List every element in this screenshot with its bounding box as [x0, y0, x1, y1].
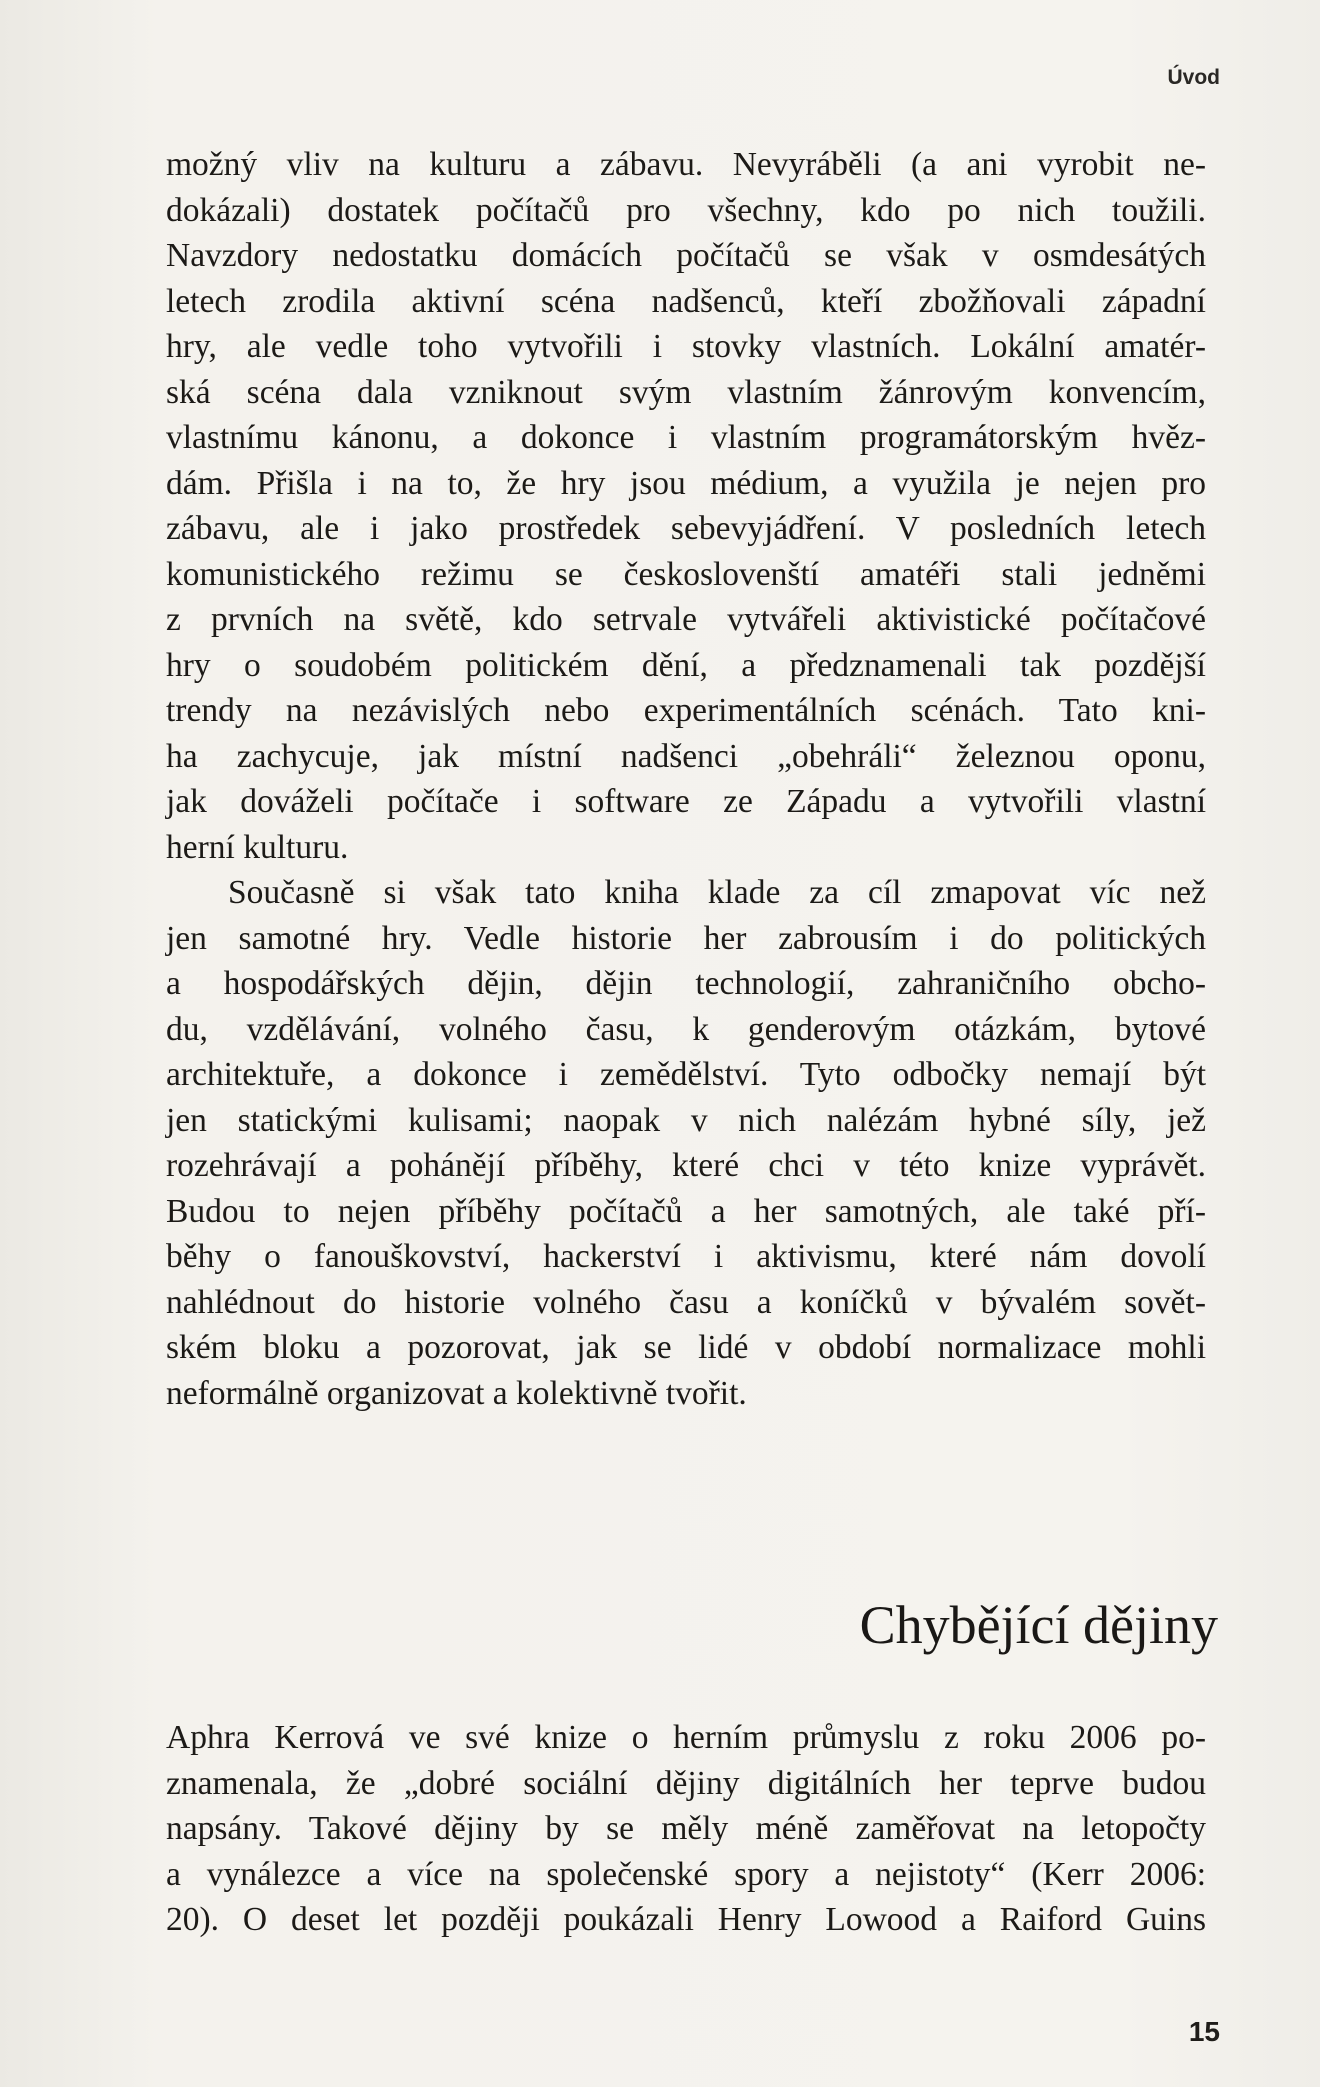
text-line: trendy na nezávislých nebo experimentálních scénách. Tato kni- [166, 692, 1206, 729]
text-line: neformálně organizovat a kolektivně tvořit. [166, 1374, 747, 1412]
text-line: možný vliv na kulturu a zábavu. Nevyráběli (a ani vyrobit ne- [166, 146, 1206, 183]
text-line: dám. Přišla i na to, že hry jsou médium, a využila je nejen pro [166, 464, 1206, 502]
text-line: 20). O deset let později poukázali Henry Lowood a Raiford Guins [166, 1901, 1206, 1938]
page-number: 15 [1188, 2016, 1220, 2047]
text-line: ském bloku a pozorovat, jak se lidé v období normalizace mohli [166, 1329, 1206, 1366]
text-line: běhy o fanouškovství, hackerství i aktivismu, které nám dovolí [166, 1238, 1206, 1275]
text-line: a vynálezce a více na společenské spory a nejistoty“ (Kerr 2006: [166, 1855, 1206, 1893]
paragraph-1 [166, 142, 1206, 870]
text-line: vlastnímu kánonu, a dokonce i vlastním programátorským hvěz- [166, 419, 1206, 456]
section-heading: Chybějící dějiny [859, 1595, 1218, 1655]
text-line: Navzdory nedostatku domácích počítačů se však v osmdesátých [166, 237, 1206, 274]
text-line: znamenala, že „dobré sociální dějiny digitálních her teprve budou [166, 1764, 1206, 1802]
text-line: zábavu, ale i jako prostředek sebevyjádření. V posledních letech [166, 510, 1206, 547]
text-line: jen samotné hry. Vedle historie her zabrousím i do politických [166, 919, 1206, 957]
text-line: Současně si však tato kniha klade za cíl zmapovat víc než [228, 874, 1206, 911]
text-line: nahlédnout do historie volného času a koníčků v bývalém sovět- [166, 1283, 1206, 1321]
section-paragraph [166, 1715, 1206, 1943]
text-line: ha zachycuje, jak místní nadšenci „obehráli“ železnou oponu, [166, 737, 1206, 775]
running-header: Úvod [1167, 66, 1220, 89]
section-text [166, 1715, 1206, 1943]
text-line: jak dováželi počítače i software ze Západu a vytvořili vlastní [166, 783, 1206, 820]
text-line: z prvních na světě, kdo setrvale vytvářeli aktivistické počítačové [166, 601, 1206, 638]
text-line: komunistického režimu se českoslovenští amatéři stali jedněmi [166, 555, 1206, 593]
text-line: architektuře, a dokonce i zemědělství. Tyto odbočky nemají být [166, 1056, 1206, 1093]
text-line: Aphra Kerrová ve své knize o herním průmyslu z roku 2006 po- [166, 1719, 1206, 1756]
text-line: Budou to nejen příběhy počítačů a her samotných, ale také pří- [166, 1192, 1206, 1230]
text-line: hry o soudobém politickém dění, a předznamenali tak pozdější [166, 646, 1206, 684]
paragraph-2 [166, 870, 1206, 1416]
text-line: hry, ale vedle toho vytvořili i stovky vlastních. Lokální amatér- [166, 328, 1206, 365]
text-line: jen statickými kulisami; naopak v nich nalézám hybné síly, jež [166, 1101, 1206, 1139]
text-line: letech zrodila aktivní scéna nadšenců, kteří zbožňovali západní [166, 282, 1206, 320]
body-text [166, 142, 1206, 1416]
text-line: dokázali) dostatek počítačů pro všechny, kdo po nich toužili. [166, 191, 1206, 229]
text-line: ská scéna dala vzniknout svým vlastním žánrovým konvencím, [166, 373, 1206, 411]
text-line: rozehrávají a pohánějí příběhy, které chci v této knize vyprávět. [166, 1147, 1206, 1184]
text-line: a hospodářských dějin, dějin technologií, zahraničního obcho- [166, 965, 1206, 1002]
text-line: herní kulturu. [166, 828, 349, 866]
text-line: du, vzdělávání, volného času, k genderovým otázkám, bytové [166, 1010, 1206, 1048]
text-line: napsány. Takové dějiny by se měly méně zaměřovat na letopočty [166, 1810, 1206, 1847]
